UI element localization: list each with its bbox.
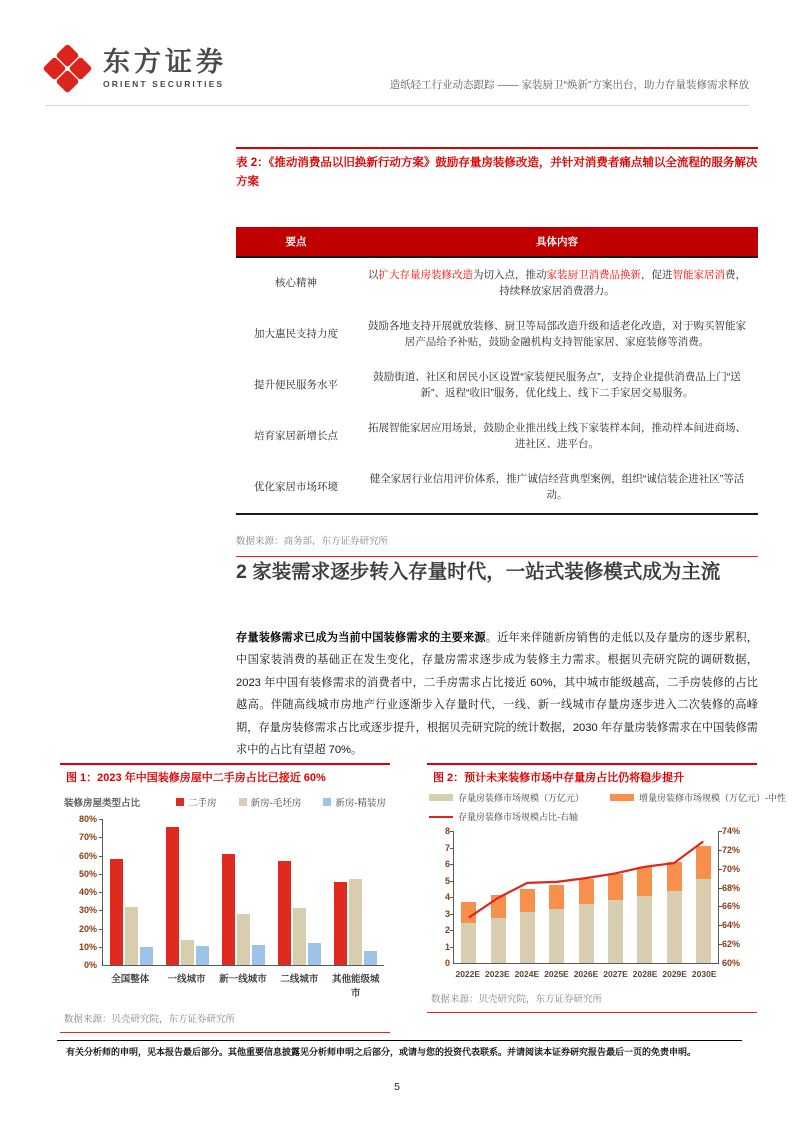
y-axis-tick-label: 10% xyxy=(78,941,97,952)
right-axis-tick xyxy=(718,850,722,851)
left-axis-tick-label: 1 xyxy=(444,941,450,952)
right-axis-tick-label: 62% xyxy=(722,939,741,950)
left-axis-tick-label: 8 xyxy=(444,826,450,836)
bar-新房-毛坯房 xyxy=(125,907,138,965)
y-axis-tick-label: 30% xyxy=(78,905,97,916)
table-row-key: 核心精神 xyxy=(275,276,317,289)
fig1-bottom-rule xyxy=(60,1032,390,1033)
x-axis-label: 2025E xyxy=(544,969,569,979)
bar-二手房 xyxy=(222,854,235,965)
page-header xyxy=(45,44,749,102)
legend-item xyxy=(429,791,584,804)
table-row xyxy=(236,309,758,360)
fig2-source: 数据来源：贝壳研究院，东方证券研究所 xyxy=(431,994,603,1005)
section-heading: 2 家装需求逐步转入存量时代，一站式装修模式成为主流 xyxy=(236,561,721,583)
fig2-legend-row1 xyxy=(427,787,787,806)
table-row-key: 加大惠民支持力度 xyxy=(254,327,338,340)
table-row-key: 优化家居市场环境 xyxy=(254,480,338,493)
table-header-row xyxy=(236,227,758,257)
y-axis-tick xyxy=(99,892,103,893)
y-axis-tick xyxy=(99,856,103,857)
bar-新房-精装房 xyxy=(308,943,321,965)
legend-item xyxy=(239,795,302,809)
legend-label: 增量房装修市场规模（万亿元）-中性 xyxy=(639,793,787,803)
right-axis-tick-label: 68% xyxy=(722,882,741,893)
table-row-content xyxy=(356,257,758,309)
x-axis-label: 2027E xyxy=(603,969,628,979)
legend-item xyxy=(429,810,578,823)
left-axis-tick-label: 5 xyxy=(444,875,450,886)
table-header-content: 具体内容 xyxy=(356,227,758,257)
brand-name-en: ORIENT SECURITIES xyxy=(103,79,225,89)
bar-新房-精装房 xyxy=(364,951,377,965)
bar-二手房 xyxy=(334,882,347,965)
line-swatch-icon xyxy=(429,816,453,818)
legend-swatch xyxy=(610,794,634,801)
legend-item xyxy=(610,791,786,804)
bar-新房-精装房 xyxy=(140,947,153,965)
left-axis-tick-label: 7 xyxy=(444,842,450,853)
right-axis-tick-label: 60% xyxy=(722,958,741,968)
x-axis-label: 2028E xyxy=(632,969,658,979)
legend-label: 二手房 xyxy=(188,798,217,809)
x-axis-label: 二线城市 xyxy=(280,974,319,985)
ratio-line-series xyxy=(454,831,718,963)
x-axis-label: 全国整体 xyxy=(111,974,150,985)
table-row xyxy=(236,257,758,309)
text-segment: 为切入点，推动 xyxy=(473,269,547,281)
y-axis-tick xyxy=(99,947,103,948)
bar-新房-毛坯房 xyxy=(181,940,194,965)
x-axis-label: 其他能级城市 xyxy=(332,974,380,999)
table-row xyxy=(236,462,758,514)
bar-新房-毛坯房 xyxy=(293,908,306,965)
y-axis-tick-label: 50% xyxy=(78,868,97,879)
text-segment: 家装厨卫消费品换新 xyxy=(546,269,641,281)
text-segment: 费，持续释放家居消费潜力。 xyxy=(499,269,746,297)
table-row-key: 培育家居新增长点 xyxy=(254,429,338,442)
y-axis-tick-label: 40% xyxy=(78,887,97,897)
y-axis-tick xyxy=(99,837,103,838)
fig2-x-axis-labels xyxy=(453,964,719,979)
right-axis-tick xyxy=(718,925,722,926)
x-axis-label: 2022E xyxy=(455,969,481,979)
right-axis-tick xyxy=(718,831,722,832)
fig1-plot-area xyxy=(78,814,384,970)
legend-label: 新房-毛坯房 xyxy=(250,798,302,809)
fig1-legend xyxy=(60,787,390,819)
x-axis-label: 新一线城市 xyxy=(219,974,267,985)
footer-disclaimer: 有关分析师的申明，见本报告最后部分。其他重要信息披露见分析师申明之后部分，或请与您的投资代表联系。并请阅读本证券研究报告最后一页的免责申明。 xyxy=(66,1047,697,1057)
legend-item xyxy=(176,795,217,809)
table-row xyxy=(236,411,758,462)
table-row-content xyxy=(356,411,758,462)
report-running-title: 造纸轻工行业动态跟踪 —— 家装厨卫“焕新”方案出台，助力存量装修需求释放 xyxy=(389,79,749,91)
right-axis-tick-label: 74% xyxy=(722,826,741,836)
figure-2 xyxy=(427,763,787,1033)
fig2-plot-area xyxy=(444,826,741,968)
fig1-x-axis-labels xyxy=(102,966,384,999)
text-segment: 智能家居消 xyxy=(672,269,725,281)
body-paragraph xyxy=(236,627,758,761)
fig1-source: 数据来源：贝壳研究院，东方证券研究所 xyxy=(64,1014,236,1025)
x-axis-label: 2023E xyxy=(485,969,510,979)
x-axis-label: 2029E xyxy=(662,969,687,979)
table-title: 表 2：《推动消费品以旧换新行动方案》鼓励存量房装修改造，并针对消费者痛点辅以全流程的服务解决方案 xyxy=(236,157,758,188)
policy-table xyxy=(236,227,758,515)
legend-swatch xyxy=(429,794,453,801)
bar-新房-精装房 xyxy=(196,946,209,965)
y-axis-tick-label: 20% xyxy=(78,923,97,934)
fig1-axis-caption: 装修房屋类型占比 xyxy=(64,798,141,809)
right-axis-tick-label: 72% xyxy=(722,844,741,855)
text-segment: 健全家居行业信用评价体系，推广诚信经营典型案例，组织“诚信装企进社区”等活动。 xyxy=(369,473,745,501)
y-axis-tick xyxy=(99,819,103,820)
y-axis-tick xyxy=(99,929,103,930)
left-axis-tick-label: 6 xyxy=(444,859,450,869)
bar-二手房 xyxy=(278,861,291,965)
table-row-content xyxy=(356,462,758,514)
legend-label: 新房-精装房 xyxy=(335,798,386,809)
y-axis-tick-label: 0% xyxy=(83,960,97,970)
bar-二手房 xyxy=(110,859,123,965)
figure-1 xyxy=(60,763,390,1033)
right-axis-tick-label: 70% xyxy=(722,863,741,874)
right-axis-tick xyxy=(718,906,722,907)
legend-label: 存量房装修市场规模（万亿元） xyxy=(458,793,585,803)
left-axis-tick-label: 4 xyxy=(444,892,450,902)
brand-logo xyxy=(45,46,227,92)
y-axis-tick xyxy=(99,874,103,875)
legend-swatch xyxy=(323,798,331,806)
orient-securities-logo-icon xyxy=(45,46,91,92)
table-row xyxy=(236,360,758,411)
legend-swatch xyxy=(176,798,184,806)
y-axis-tick-label: 70% xyxy=(78,832,97,843)
right-axis-tick xyxy=(718,944,722,945)
brand-name-cn: 东方证券 xyxy=(103,47,227,77)
header-divider xyxy=(45,105,749,106)
footer-divider xyxy=(57,1040,742,1041)
y-axis-tick-label: 60% xyxy=(78,850,97,861)
table-source: 数据来源：商务部，东方证券研究所 xyxy=(236,536,389,547)
x-axis-label: 2030E xyxy=(691,969,717,979)
policy-table-body xyxy=(236,257,758,514)
bar-二手房 xyxy=(166,827,179,965)
left-axis-tick-label: 0 xyxy=(444,958,450,968)
text-segment: 鼓励街道、社区和居民小区设置“家装便民服务点”，支持企业提供消费品上门“送新”、返程“收旧”服务，优化线上、线下二手家居交易服务。 xyxy=(373,371,741,399)
table-row-content xyxy=(356,360,758,411)
bar-新房-精装房 xyxy=(252,945,265,965)
table-row-content xyxy=(356,309,758,360)
text-segment: 以 xyxy=(368,269,379,281)
text-segment: 鼓励各地支持开展就放装修、厨卫等局部改造升级和适老化改造，对于购买智能家居产品给予补贴，鼓励金融机构支持智能家居、家庭装修等消费。 xyxy=(368,320,746,348)
right-axis-tick xyxy=(718,869,722,870)
fig1-legend-items xyxy=(176,795,386,809)
left-axis-tick-label: 3 xyxy=(444,908,450,919)
right-axis-tick-label: 64% xyxy=(722,920,741,931)
right-axis-tick xyxy=(718,888,722,889)
bar-新房-毛坯房 xyxy=(349,879,362,965)
legend-item xyxy=(323,795,386,809)
text-segment: 拓展智能家居应用场景，鼓励企业推出线上线下家装样本间，推动样本间进商场、进社区、进平台。 xyxy=(368,422,746,450)
fig2-legend-row2 xyxy=(427,806,757,825)
x-axis-label: 一线城市 xyxy=(167,974,206,985)
text-segment: ，促进 xyxy=(641,269,673,281)
paragraph-text: 。近年来伴随新房销售的走低以及存量房的逐步累积，中国家装消费的基础正在发生变化，存量房需求逐步成为装修主力需求。根据贝壳研究院的调研数据，2023 年中国有装修需求的消费者中，二手房需求占比接近 60%，其中城市能级越高，二手房装修的占比越高。伴随高线城市房地产行业逐渐步入存量时代，一线、新一线城市存量房逐步进入二次装修的高峰期，存量房装修需求占比或逐步提升，根据贝壳研究院的统计数据，2030 年存量房装修需求在中国装修需求中的占比有望超 70%。 xyxy=(236,632,758,757)
left-axis-tick-label: 2 xyxy=(444,925,450,935)
fig2-title: 图 2：预计未来装修市场中存量房占比仍将稳步提升 xyxy=(433,772,685,784)
policy-table-block xyxy=(236,147,758,557)
legend-swatch xyxy=(239,798,247,806)
legend-label: 存量房装修市场规模占比-右轴 xyxy=(458,812,578,822)
right-axis-tick-label: 66% xyxy=(722,901,741,912)
bar-新房-毛坯房 xyxy=(237,914,250,965)
paragraph-lead-bold: 存量装修需求已成为当前中国装修需求的主要来源 xyxy=(236,632,486,644)
fig2-bottom-rule xyxy=(427,1012,757,1013)
table-row-key: 提升便民服务水平 xyxy=(254,378,338,391)
x-axis-label: 2026E xyxy=(573,969,599,979)
text-segment: 扩大存量房装修改造 xyxy=(378,269,473,281)
page-number: 5 xyxy=(394,1081,400,1093)
table-header-key: 要点 xyxy=(236,227,356,257)
figures-row xyxy=(60,763,787,1033)
y-axis-tick-label: 80% xyxy=(78,814,97,824)
x-axis-label: 2024E xyxy=(514,969,540,979)
fig1-title: 图 1：2023 年中国装修房屋中二手房占比已接近 60% xyxy=(66,772,326,784)
y-axis-tick xyxy=(99,910,103,911)
